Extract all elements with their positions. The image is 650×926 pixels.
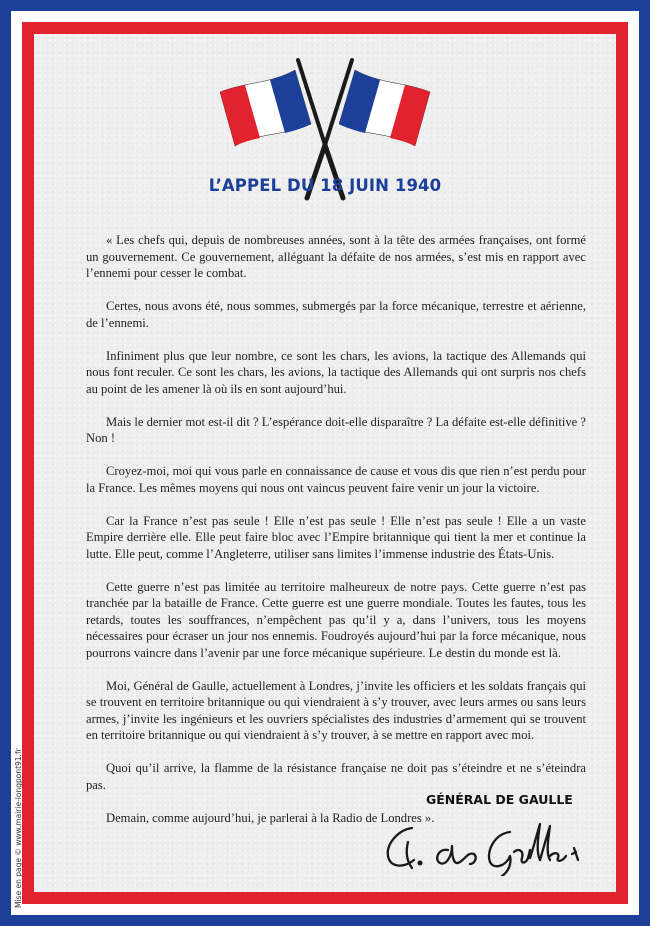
paragraph: Infiniment plus que leur nombre, ce sont les chars, les avions, la tactique des Allemands qui nous font reculer. Ce sont les chars, les avions, la tactique des Allemands qui ont surpris nos chefs au point de les amener là où ils en sont aujourd’hui.: [86, 348, 586, 396]
paragraph: Croyez-moi, moi qui vous parle en connaissance de cause et vous dis que rien n’est perdu pour la France. Les mêmes moyens qui nous ont vaincus peuvent faire venir un jour la victoire.: [86, 464, 586, 495]
handwritten-signature: [378, 818, 583, 876]
left-flag: [220, 70, 311, 146]
credit-text: Mise en page © www.mairie-longpont91.fr: [14, 748, 23, 908]
paragraph: Demain, comme aujourd’hui, je parlerai à la Radio de Londres ».: [106, 810, 435, 825]
paragraph: Certes, nous avons été, nous sommes, submergés par la force mécanique, terrestre et aérienne, de l’ennemi.: [86, 299, 586, 330]
paragraph: Quoi qu’il arrive, la flamme de la résistance française ne doit pas s’éteindre et ne s’éteindra pas.: [86, 761, 586, 792]
paragraph: Cette guerre n’est pas limitée au territoire malheureux de notre pays. Cette guerre n’est pas tranchée par la bataille de France. Cette guerre est une guerre mondiale. Toutes les fautes, tous les retards, toutes les souffrances, n’empêchent pas qu’il y a, dans l’univers, tous les moyens nécessaires pour écraser un jour nos ennemis. Foudroyés aujourd’hui par la force mécanique, nous pourrons vaincre dans l’avenir par une force mécanique supérieure. Le destin du monde est là.: [86, 579, 586, 660]
paragraph: Moi, Général de Gaulle, actuellement à Londres, j’invite les officiers et les soldats français qui se trouvent en territoire britannique ou qui viendraient à s’y trouver, avec leurs armes ou sans leurs armes, j’invite les ingénieurs et les ouvriers spécialistes des industries d’armement qui se trouvent en territoire britannique ou qui viendraient à s’y trouver, à se mettre en rapport avec moi.: [86, 678, 586, 742]
signatory-name: GÉNÉRAL DE GAULLE: [426, 792, 573, 807]
paragraph: « Les chefs qui, depuis de nombreuses années, sont à la tête des armées françaises, ont formé un gouvernement. Ce gouvernement, alléguant la défaite de nos armées, s’est mis en rapport avec l’ennemi pour cesser le combat.: [86, 233, 586, 280]
paragraph: Mais le dernier mot est-il dit ? L’espérance doit-elle disparaître ? La défaite est-elle définitive ? Non !: [86, 414, 586, 445]
appeal-text: [86, 232, 586, 826]
page-title: L’APPEL DU 18 JUIN 1940: [208, 176, 442, 195]
right-flag: [339, 70, 430, 146]
paragraph: Car la France n’est pas seule ! Elle n’est pas seule ! Elle n’est pas seule ! Elle a un vaste Empire derrière elle. Elle peut faire bloc avec l’Empire britannique qui tient la mer et continue la lutte. Elle peut, comme l’Angleterre, utiliser sans limites l’immense industrie des États-Unis.: [86, 513, 586, 561]
